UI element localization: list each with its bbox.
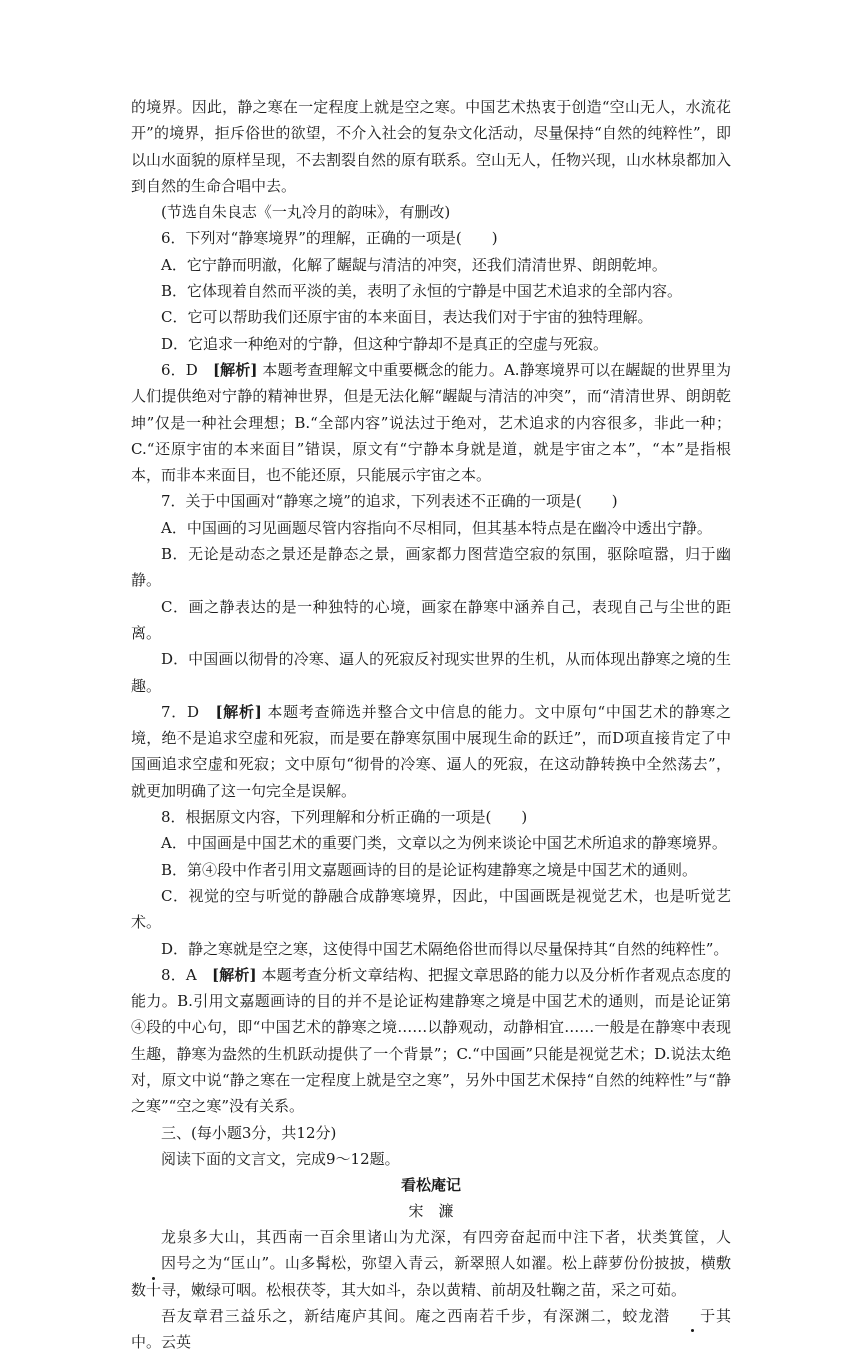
paragraph-text: 龙泉多大山，其西南一百余里诸山为尤深，有四旁奋起而中注下者，状类箕筐，人 — [161, 1228, 731, 1247]
classical-text-paragraph-2 — [131, 1303, 731, 1356]
analysis-tag: [解析] — [212, 360, 258, 379]
question-7-option-a: A．中国画的习见画题尽管内容指向不尽相同，但其基本特点是在幽冷中透出宁静。 — [161, 518, 712, 537]
answer-label: 7．D — [161, 702, 216, 721]
question-6-option-c: C．它可以帮助我们还原宇宙的本来面目，表达我们对于宇宙的独特理解。 — [161, 308, 653, 327]
question-6-option-d: D．它追求一种绝对的宁静，但这种宁静却不是真正的空虚与死寂。 — [161, 334, 609, 353]
passage-tail: 的境界。因此，静之寒在一定程度上就是空之寒。中国艺术热衷于创造“空山无人，水流花开”的境界，拒斥俗世的欲望，不介入社会的复杂文化活动，尽量保持“自然的纯粹性”，即以山水面貌的原样呈现，不去割裂自然的原有联系。空山无人，任物兴现，山水林泉都加入到自然的生命合唱中去。 — [131, 98, 732, 195]
question-8-option-a: A．中国画是中国艺术的重要门类，文章以之为例来谈论中国艺术所追求的静寒境界。 — [161, 834, 727, 853]
question-6-analysis — [131, 357, 731, 488]
question-6-stem: 6．下列对“静寒境界”的理解，正确的一项是( ) — [161, 229, 498, 248]
section-3-heading: 三、(每小题3分，共12分) — [161, 1123, 337, 1142]
paragraph-text: 其中。云英 — [131, 1307, 731, 1352]
analysis-tag: [解析] — [211, 965, 257, 984]
question-7-analysis — [131, 699, 731, 804]
analysis-text: 本题考查分析文章结构、把握文章思路的能力以及分析作者观点态度的能力。B.引用文嘉题画诗的目的并不是论证构建静寒之境是中国艺术的通则，而是论证第④段的中心句，即“中国艺术的静寒之境……以静观动，动静相宜……一般是在静寒中表现生趣，静寒为盎然的生机跃动提供了一个背景”；C.“中国画”只能是视觉艺术；D.说法太绝对，原文中说“静之寒在一定程度上就是空之寒”，另外中国艺术保持“自然的纯粹性”与“静之寒”“空之寒”没有关系。 — [131, 965, 731, 1116]
question-6-option-a: A．它宁静而明澈，化解了龌龊与清洁的冲突，还我们清清世界、朗朗乾坤。 — [161, 255, 667, 274]
analysis-text: 本题考查理解文中重要概念的能力。A.静寒境界可以在龌龊的世界里为人们提供绝对宁静的精神世界，但是无法化解“龌龊与清洁的冲突”，而“清清世界、朗朗乾坤”仅是一种社会理想；B.“全部内容”说法过于绝对，艺术追求的内容很多，非此一种；C.“还原宇宙的本来面目”错误，原文有“宁静本身就是道，就是宇宙之本”，“本”是指根本，而非本来面目，也不能还原，只能展示宇宙之本。 — [131, 360, 731, 485]
analysis-tag: [解析] — [215, 702, 262, 721]
question-7-option-d: D．中国画以彻骨的冷寒、逼人的死寂反衬现实世界的生机，从而体现出静寒之境的生趣。 — [131, 650, 731, 695]
emphasis-dot-char: 于 — [670, 1303, 715, 1329]
paragraph-text: 号之为“匡山”。山多髯松，弥望入青云，新翠照人如濯。松上薜萝份份披披，横敷数十寻，嫩绿可咽。松根茯苓，其大如斗，杂以黄精、前胡及牡鞠之苗，采之可茹。 — [131, 1254, 731, 1299]
analysis-text: 本题考查筛选并整合文中信息的能力。文中原句“中国艺术的静寒之境，绝不是追求空虚和死寂，而是要在静寒氛围中展现生命的跃迁”，而D项直接肯定了中国画追求空虚和死寂；文中原句“彻骨的冷寒、逼人的死寂，在这动静转换中全然荡去”，就更加明确了这一句完全是误解。 — [131, 702, 731, 800]
document-body — [131, 94, 731, 1356]
question-7-option-b: B．无论是动态之景还是静态之景，画家都力图营造空寂的氛围，驱除喧嚣，归于幽静。 — [131, 545, 731, 590]
question-7-option-c: C．画之静表达的是一种独特的心境，画家在静寒中涵养自己，表现自己与尘世的距离。 — [131, 597, 731, 642]
paragraph-text: 吾友章君三益乐之，新结庵庐其间。庵之西南若千步，有深渊二，蛟龙潜 — [161, 1307, 671, 1326]
source-citation: (节选自朱良志《一丸冷月的韵味》，有删改) — [161, 203, 451, 222]
question-8-analysis — [131, 962, 731, 1120]
question-8-option-b: B．第④段中作者引用文嘉题画诗的目的是论证构建静寒之境是中国艺术的通则。 — [161, 860, 698, 879]
question-8-option-c: C．视觉的空与听觉的静融合成静寒境界，因此，中国画既是视觉艺术，也是听觉艺术。 — [131, 886, 731, 932]
answer-label: 6．D — [161, 360, 213, 379]
section-3-instruction: 阅读下面的文言文，完成9～12题。 — [161, 1149, 400, 1168]
classical-text-author: 宋濂 — [408, 1202, 469, 1221]
question-6-option-b: B．它体现着自然而平淡的美，表明了永恒的宁静是中国艺术追求的全部内容。 — [161, 282, 683, 301]
question-8-stem: 8．根据原文内容，下列理解和分析正确的一项是( ) — [161, 808, 528, 827]
classical-text-paragraph-1 — [131, 1224, 731, 1303]
question-8-option-d: D．静之寒就是空之寒，这使得中国艺术隔绝俗世而得以尽量保持其“自然的纯粹性”。 — [161, 939, 729, 958]
classical-text-title: 看松庵记 — [400, 1176, 461, 1195]
emphasis-dot-char: 因 — [131, 1250, 176, 1276]
question-7-stem: 7．关于中国画对“静寒之境”的追求，下列表述不正确的一项是( ) — [161, 492, 618, 511]
answer-label: 8．A — [161, 965, 212, 984]
